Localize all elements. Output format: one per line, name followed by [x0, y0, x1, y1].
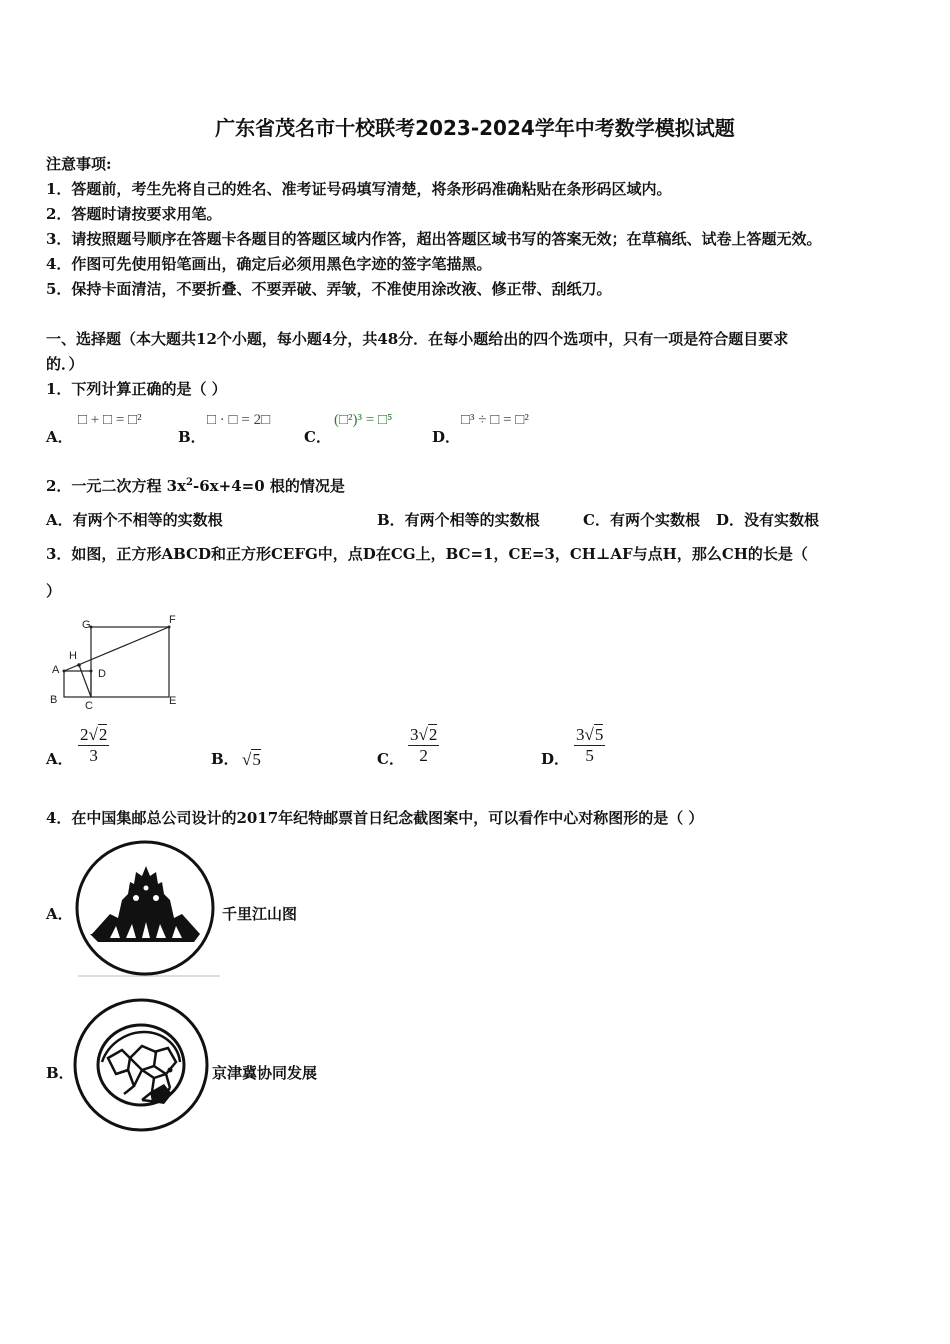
q3-option-b-value: √5	[242, 750, 261, 769]
q4-option-b-caption: 京津冀协同发展	[212, 1064, 318, 1082]
label-e: E	[169, 695, 177, 707]
square-cefg	[91, 627, 169, 697]
label-f: F	[169, 614, 176, 626]
note-item: 2．答题时请按要求用笔。	[46, 205, 222, 223]
q4-option-b-label: B．	[46, 1064, 74, 1082]
q4-option-a-label: A．	[46, 905, 73, 923]
section-heading: 一、选择题（本大题共12个小题，每小题4分，共48分．在每小题给出的四个选项中，只有一项是符合题目要求	[46, 330, 789, 348]
label-b: B	[50, 694, 58, 706]
segment-ch	[79, 665, 91, 697]
note-item: 3．请按照题号顺序在答题卡各题目的答题区域内作答，超出答题区域书写的答案无效；在草稿纸、试卷上答题无效。	[46, 230, 822, 248]
q3-stem-cont: ）	[46, 582, 62, 600]
q1-option-b-label: B．	[178, 428, 206, 446]
q3-option-a-label: A．	[46, 750, 73, 768]
q3-stem: 3．如图，正方形ABCD和正方形CEFG中，点D在CG上，BC=1，CE=3，CH⊥AF与点H，那么CH的长是（	[46, 545, 808, 563]
q3-option-c-value: $\frac{3√2}{2}$	[410, 725, 438, 765]
q1-stem: 1．下列计算正确的是（ ）	[46, 380, 227, 398]
q1-option-a-label: A．	[46, 428, 73, 446]
q2-stem	[46, 475, 345, 496]
note-item: 1．答题前，考生先将自己的姓名、准考证号码填写清楚，将条形码准确粘贴在条形码区域内。	[46, 180, 672, 198]
q1-option-c-label: C．	[304, 428, 331, 446]
label-h: H	[69, 650, 77, 662]
q2-option-a: A．有两个不相等的实数根	[46, 511, 223, 529]
q1-option-b-formula: □ · □ = 2□	[207, 412, 271, 428]
section-heading-cont: 的．）	[46, 355, 84, 373]
label-g: G	[82, 619, 91, 631]
mountain-stamp-icon	[70, 838, 222, 980]
page-title: 广东省茂名市十校联考2023-2024学年中考数学模拟试题	[215, 116, 735, 140]
label-a: A	[52, 664, 60, 676]
notes-heading: 注意事项:	[46, 155, 112, 173]
q2-stem-pre: 2．一元二次方程 3x	[46, 477, 187, 495]
q3-option-c-label: C．	[377, 750, 404, 768]
q3-option-d-label: D．	[541, 750, 570, 768]
q3-option-d-value: $\frac{3√5}{5}$	[576, 725, 604, 765]
note-item: 4．作图可先使用铅笔画出，确定后必须用黑色字迹的签字笔描黑。	[46, 255, 492, 273]
q2-option-b: B．有两个相等的实数根	[377, 511, 540, 529]
q2-option-c: C．有两个实数根	[583, 511, 700, 529]
q1-option-d-formula: □³ ÷ □ = □²	[461, 412, 529, 428]
q2-option-d: D．没有实数根	[716, 511, 820, 529]
q4-option-a-caption: 千里江山图	[222, 905, 298, 923]
note-item: 5．保持卡面清洁，不要折叠、不要弄破、弄皱，不准使用涂改液、修正带、刮纸刀。	[46, 280, 612, 298]
q1-option-a-formula: □ + □ = □²	[78, 412, 142, 428]
q3-option-a-value: $\frac{2√2}{3}$	[80, 725, 108, 765]
q3-square-figure	[46, 612, 196, 712]
q1-option-d-label: D．	[432, 428, 461, 446]
q4-stem: 4．在中国集邮总公司设计的2017年纪特邮票首日纪念截图案中，可以看作中心对称图形的是（ ）	[46, 809, 704, 827]
label-c: C	[85, 700, 93, 712]
label-d: D	[98, 668, 106, 680]
square-abcd	[64, 671, 91, 697]
q1-option-c-formula: (□²)³ = □⁵	[334, 412, 393, 428]
map-stamp-icon	[72, 996, 214, 1136]
q3-option-b-label: B．	[211, 750, 239, 768]
q2-stem-sup: 2	[186, 477, 194, 488]
q2-stem-post: -6x+4=0 根的情况是	[193, 477, 345, 495]
